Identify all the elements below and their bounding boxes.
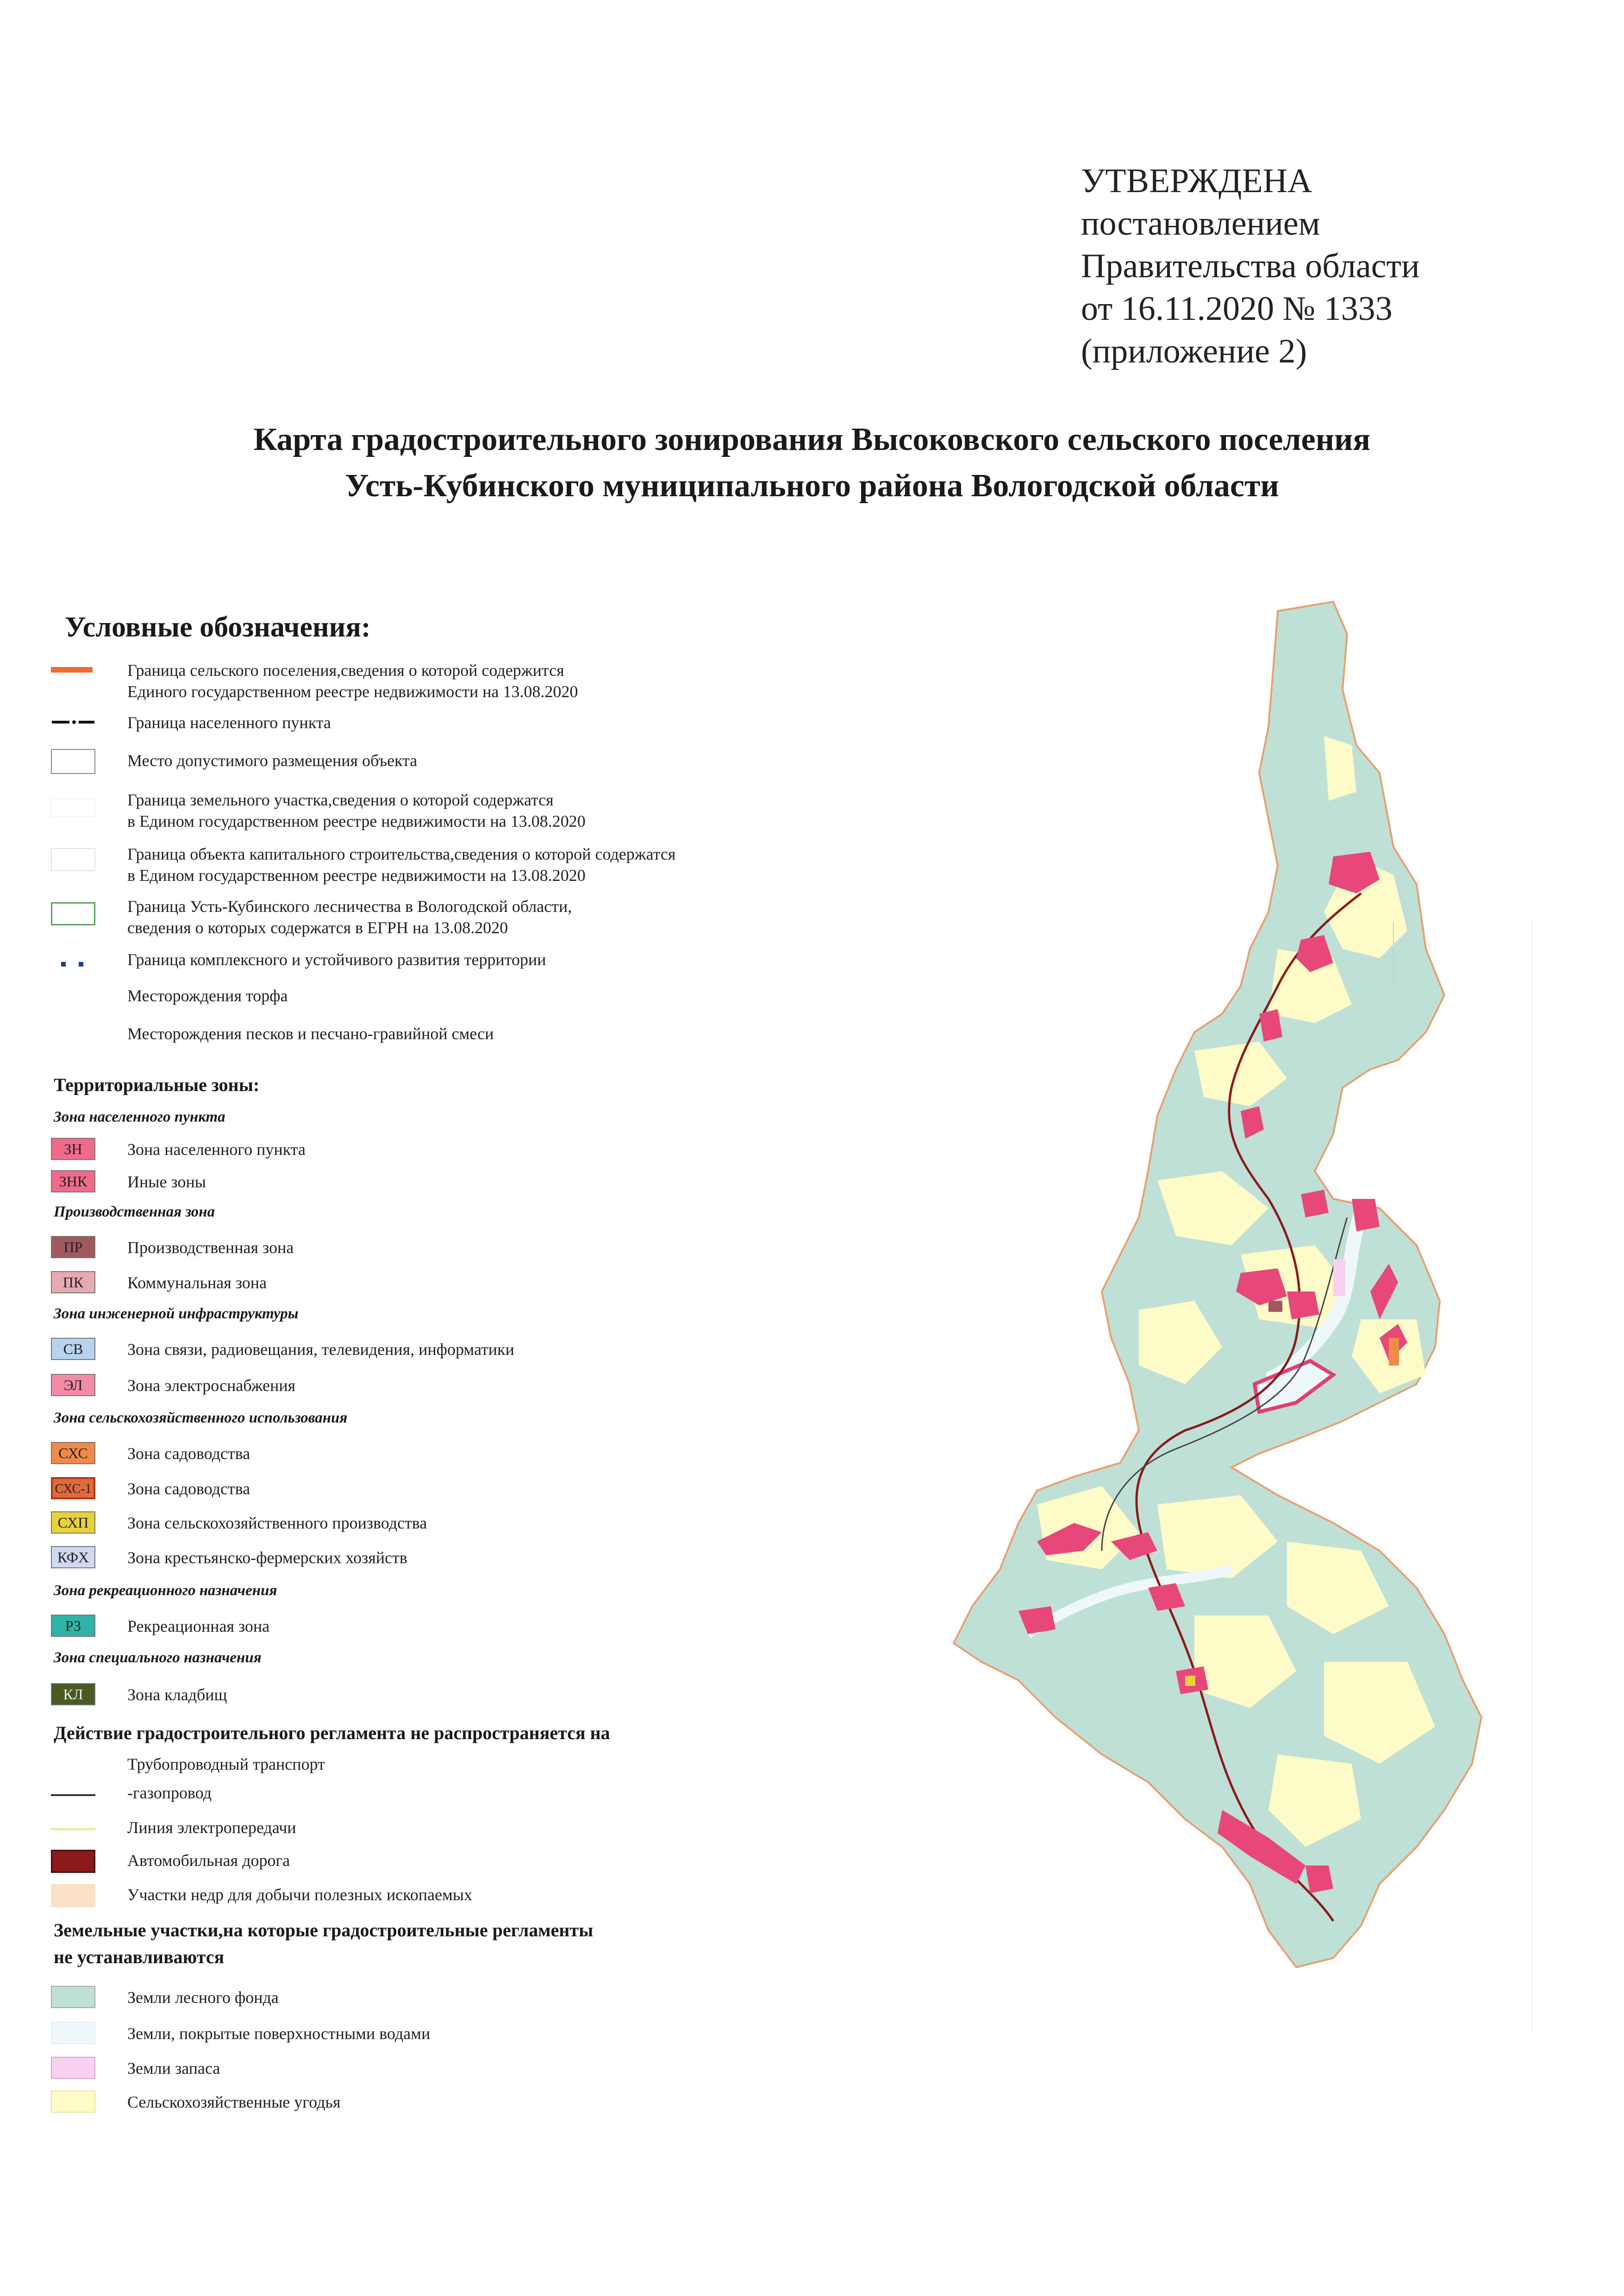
map-title-line-1: Карта градостроительного зонирования Высоковского сельского поселения	[253, 422, 1371, 457]
legend-label: Граница населенного пункта	[127, 713, 331, 732]
horticulture-zone	[1389, 1338, 1399, 1366]
development-boundary-symbol	[51, 951, 95, 969]
settlement-zone	[1287, 1292, 1319, 1319]
zone-label: Производственная зона	[127, 1238, 294, 1257]
settlement-territory	[954, 602, 1481, 1967]
land-label: Сельскохозяйственные угодья	[127, 2093, 341, 2111]
zone-label: Зона крестьянско-фермерских хозяйств	[127, 1548, 407, 1567]
water-land-swatch	[51, 2022, 95, 2044]
settlement-zone	[1352, 1199, 1380, 1231]
agri-production-zone	[1185, 1676, 1195, 1686]
parcel-boundary-symbol	[51, 799, 95, 817]
legend-label: Месторождения торфа	[127, 986, 288, 1005]
road-symbol	[51, 1850, 95, 1873]
exception-label: Участки недр для добычи полезных ископаемых	[127, 1885, 473, 1904]
lands-header-2: не устанавливаются	[54, 1947, 225, 1967]
lands-header-1: Земельные участки,на которые градостроительные регламенты	[54, 1920, 593, 1940]
zone-code-badge: КФХ	[51, 1546, 95, 1568]
allowed-placement-symbol	[51, 749, 95, 774]
map-title-line-2: Усть-Кубинского муниципального района Вологодской области	[345, 468, 1279, 504]
zone-code-badge: ЗН	[51, 1138, 95, 1160]
zone-code-badge: ПК	[51, 1271, 95, 1293]
approval-line-3: Правительства области	[1081, 247, 1420, 285]
zone-code-badge: ЭЛ	[51, 1374, 95, 1396]
legend-label: Граница Усть-Кубинского лесничества в Вологодской области,	[127, 897, 572, 916]
building-boundary-symbol	[51, 848, 95, 871]
exception-label: -газопровод	[127, 1784, 212, 1802]
approval-line-4: от 16.11.2020 № 1333	[1081, 290, 1393, 328]
legend-label: Граница комплексного и устойчивого развития территории	[127, 950, 546, 969]
legend-label: Единого государственном реестре недвижимости на 13.08.2020	[127, 682, 578, 701]
group-title: Зона сельскохозяйственного использования	[54, 1410, 348, 1426]
legend-label: в Едином государственном реестре недвижимости на 13.08.2020	[127, 812, 586, 830]
zone-code-badge: ЗНК	[51, 1170, 95, 1192]
land-label: Земли лесного фонда	[127, 1988, 279, 2007]
group-title: Производственная зона	[54, 1204, 215, 1220]
legend-label: Граница объекта капитального строительства,сведения о которой содержатся	[127, 845, 676, 863]
zone-label: Зона связи, радиовещания, телевидения, информатики	[127, 1340, 514, 1359]
map-title	[93, 417, 1531, 509]
exception-label: Линия электропередачи	[127, 1818, 296, 1837]
zone-code-badge: ПР	[51, 1236, 95, 1258]
power-line-symbol	[51, 1828, 95, 1830]
zone-code-badge: СХС-1	[51, 1477, 95, 1499]
gas-pipeline-symbol	[51, 1794, 95, 1796]
approval-line-1: УТВЕРЖДЕНА	[1081, 162, 1312, 200]
legend-label: Граница сельского поселения,сведения о которой содержится	[127, 661, 564, 680]
exception-label: Автомобильная дорога	[127, 1851, 290, 1870]
zone-code-badge: КЛ	[51, 1683, 95, 1705]
agri-land-swatch	[51, 2090, 95, 2113]
legend-header: Условные обозначения:	[65, 611, 371, 643]
approval-block	[1081, 160, 1498, 373]
group-title: Зона инженерной инфраструктуры	[54, 1305, 299, 1322]
legend-label: сведения о которых содержатся в ЕГРН на 13.08.2020	[127, 918, 508, 937]
pipeline-title: Трубопроводный транспорт	[127, 1755, 325, 1773]
legend-label: Месторождения песков и песчано-гравийной смеси	[127, 1024, 494, 1043]
production-zone	[1268, 1301, 1282, 1312]
locality-boundary-symbol	[51, 713, 95, 731]
zone-code-badge: СХС	[51, 1442, 95, 1464]
zone-label: Иные зоны	[127, 1173, 206, 1191]
zone-label: Зона садоводства	[127, 1444, 250, 1463]
approval-line-5: (приложение 2)	[1081, 332, 1307, 370]
group-title: Зона рекреационного назначения	[54, 1582, 277, 1599]
zone-code-badge: СВ	[51, 1338, 95, 1360]
zone-label: Коммунальная зона	[127, 1273, 267, 1292]
settlement-zone	[1301, 1190, 1329, 1217]
settlement-boundary-symbol	[51, 667, 93, 673]
zone-code-badge: СХП	[51, 1511, 95, 1534]
land-label: Земли запаса	[127, 2059, 220, 2078]
zone-label: Зона садоводства	[127, 1479, 250, 1498]
forestry-boundary-symbol	[51, 902, 95, 925]
reserve-land	[1333, 1259, 1345, 1296]
zone-label: Зона электроснабжения	[127, 1376, 296, 1395]
reserve-land-swatch	[51, 2057, 95, 2079]
land-label: Земли, покрытые поверхностными водами	[127, 2024, 431, 2043]
forest-land-swatch	[51, 1986, 95, 2008]
subsoil-symbol	[51, 1884, 95, 1907]
zone-label: Зона кладбищ	[127, 1685, 227, 1704]
legend-label: в Едином государственном реестре недвижимости на 13.08.2020	[127, 866, 586, 885]
zones-header: Территориальные зоны:	[54, 1074, 260, 1095]
legend-label: Граница земельного участка,сведения о которой содержатся	[127, 791, 554, 809]
group-title: Зона специального назначения	[54, 1649, 262, 1666]
group-title: Зона населенного пункта	[54, 1109, 225, 1125]
settlement-zone	[1305, 1866, 1333, 1893]
zone-label: Зона сельскохозяйственного производства	[127, 1514, 427, 1532]
zone-label: Зона населенного пункта	[127, 1140, 306, 1159]
regulation-header: Действие градостроительного регламента не распространяется на	[54, 1722, 610, 1743]
approval-line-2: постановлением	[1081, 205, 1320, 243]
zone-label: Рекреационная зона	[127, 1617, 270, 1635]
agri-area	[1324, 736, 1356, 801]
zoning-map	[778, 597, 1546, 2069]
zone-code-badge: РЗ	[51, 1615, 95, 1637]
legend-label: Место допустимого размещения объекта	[127, 751, 418, 770]
